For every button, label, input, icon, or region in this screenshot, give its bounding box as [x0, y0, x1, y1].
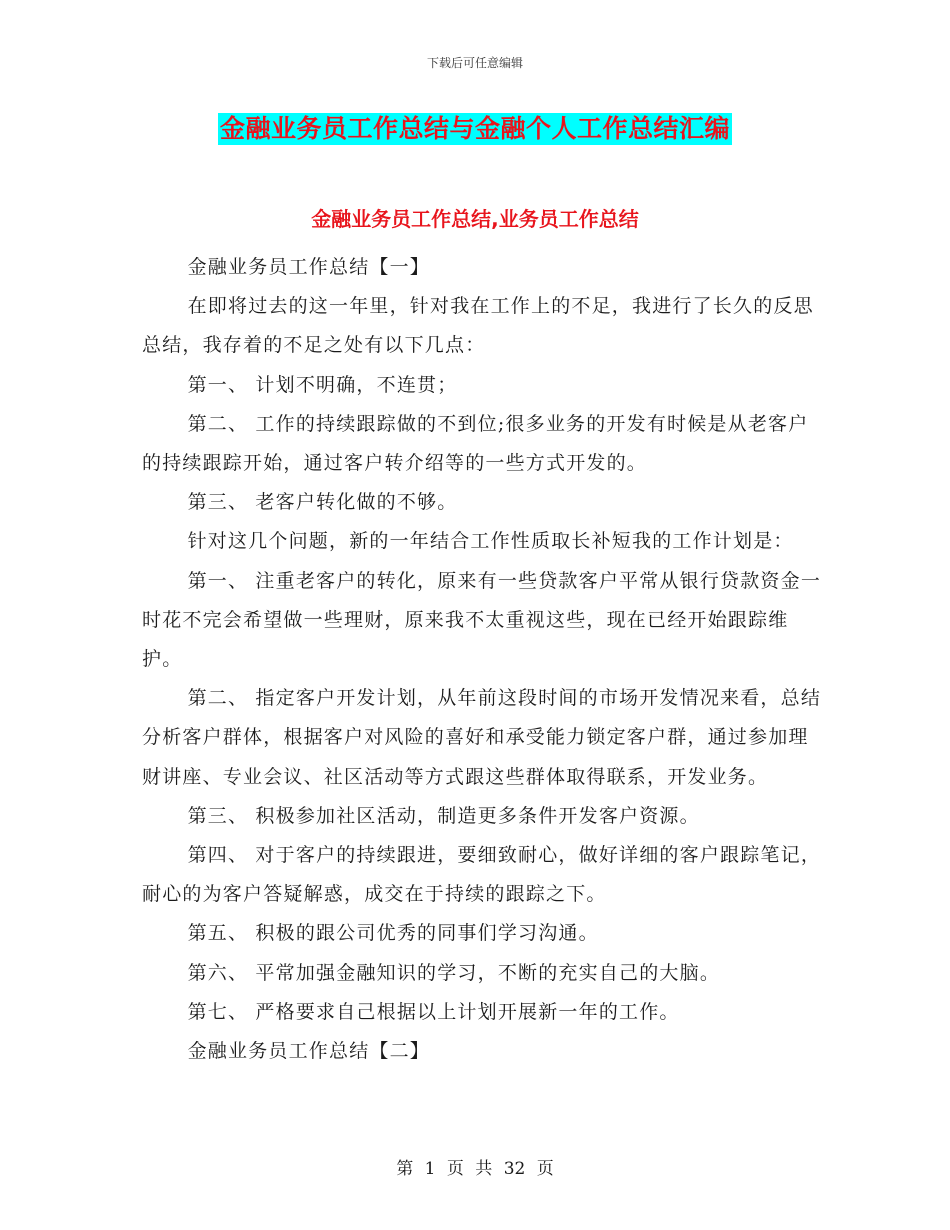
document-body	[142, 248, 822, 1071]
section-heading: 金融业务员工作总结【一】	[187, 256, 430, 278]
page-number: 第 1 页 共 32 页	[396, 1159, 554, 1179]
list-item: 第七、 严格要求自己根据以上计划开展新一年的工作。	[187, 1000, 680, 1023]
page-header-note: 下载后可任意编辑	[426, 56, 523, 70]
list-item: 第三、 积极参加社区活动，制造更多条件开发客户资源。	[187, 804, 700, 827]
section-heading: 金融业务员工作总结【二】	[187, 1040, 430, 1063]
list-item: 第五、 积极的跟公司优秀的同事们学习沟通。	[187, 922, 599, 945]
document-title-container	[0, 113, 950, 145]
list-item: 第三、 老客户转化做的不够。	[187, 491, 458, 514]
list-item: 第四、 对于客户的持续跟进，要细致耐心，做好详细的客户跟踪笔记，耐心的为客户答疑解惑，成交在于持续的跟踪之下。	[142, 844, 822, 906]
list-item: 第一、 计划不明确，不连贯；	[187, 373, 458, 396]
list-item: 第二、 工作的持续跟踪做的不到位;很多业务的开发有时候是从老客户的持续跟踪开始，通过客户转介绍等的一些方式开发的。	[142, 412, 809, 475]
document-subtitle: 金融业务员工作总结,业务员工作总结	[311, 207, 639, 231]
list-item: 第六、 平常加强金融知识的学习，不断的充实自己的大脑。	[187, 961, 721, 984]
list-item: 第一、 注重老客户的转化，原来有一些贷款客户平常从银行贷款资金一时花不完会希望做一些理财，原来我不太重视这些，现在已经开始跟踪维护。	[142, 569, 822, 671]
paragraph: 针对这几个问题，新的一年结合工作性质取长补短我的工作计划是：	[187, 530, 794, 553]
list-item: 第二、 指定客户开发计划，从年前这段时间的市场开发情况来看，总结分析客户群体，根据客户对风险的喜好和承受能力锁定客户群，通过参加理财讲座、专业会议、社区活动等方式跟这些群体取得联系，开发业务。	[142, 687, 822, 788]
document-title: 金融业务员工作总结与金融个人工作总结汇编	[219, 114, 730, 143]
paragraph: 在即将过去的这一年里，针对我在工作上的不足，我进行了长久的反思总结，我存着的不足之处有以下几点：	[142, 295, 814, 357]
